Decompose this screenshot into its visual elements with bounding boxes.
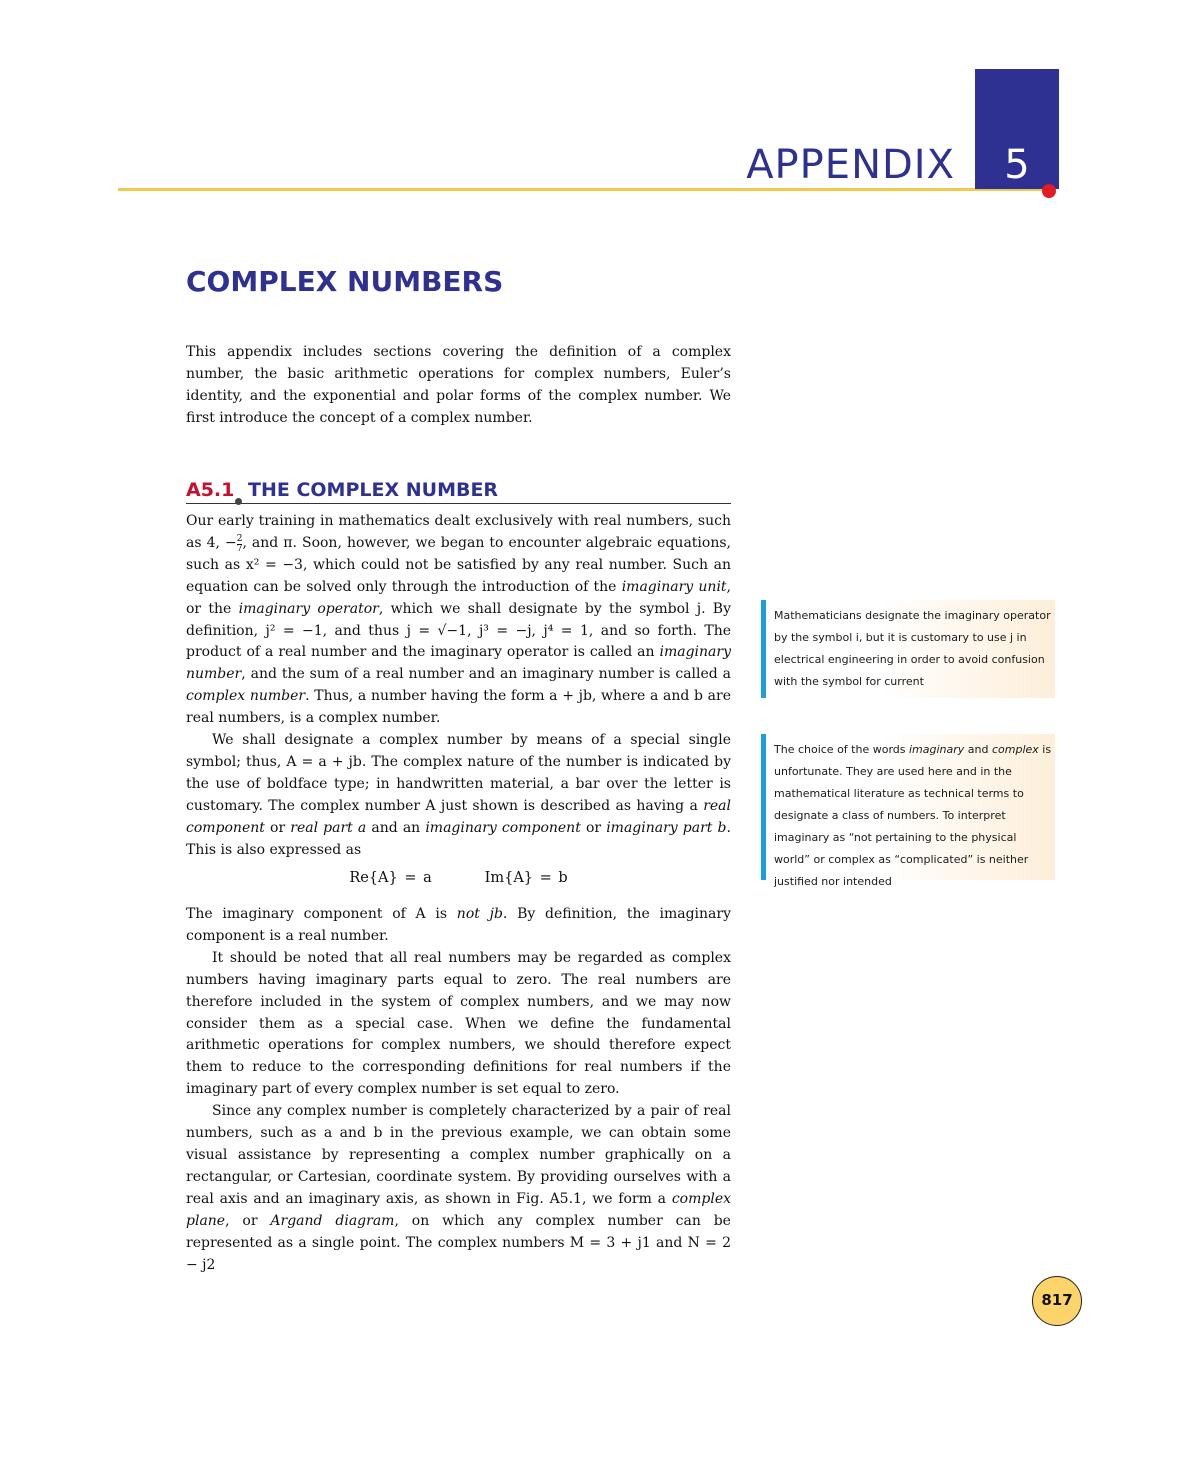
italic-term: complex number xyxy=(186,688,306,705)
note-italic-term: imaginary xyxy=(909,743,965,756)
paragraph-2 xyxy=(186,730,731,861)
chapter-title: COMPLEX NUMBERS xyxy=(186,265,504,298)
italic-term: not jb xyxy=(456,906,503,922)
note-text: and xyxy=(964,743,992,756)
paragraph-1 xyxy=(186,511,731,730)
page-number-badge: 817 xyxy=(1032,1276,1082,1326)
text-run: , and π. Soon, however, we began to encounter algebraic equations, such as x² = −3, which could not be satisfied by any real number. Such an equation can be solved only through the introduction of the xyxy=(186,534,731,595)
section-body-top xyxy=(186,511,731,862)
italic-term: real component xyxy=(186,797,731,836)
text-run: , or the xyxy=(186,578,731,617)
section-title: THE COMPLEX NUMBER xyxy=(248,479,499,501)
note-text: is unfortunate. They are used here and in the mathematical literature as technical terms to designate a class of numbers. To interpret imaginary as “not pertaining to the physical world” or complex as “complicated” is neither justified nor intended xyxy=(774,743,1052,888)
italic-term: complex plane xyxy=(186,1190,731,1229)
text-run: or xyxy=(580,819,607,836)
italic-term: imaginary number xyxy=(186,644,731,683)
text-run: Our early training in mathematics dealt exclusively with real numbers, such as 4, − xyxy=(186,513,731,551)
fraction-numerator: 2 xyxy=(236,533,243,544)
section-body-bottom xyxy=(186,904,731,1276)
text-run: , on which any complex number can be represented as a single point. The complex numbers M = 3 + j1 and N = 2 − j2 xyxy=(186,1212,731,1273)
display-equation xyxy=(186,870,731,886)
italic-term: imaginary operator xyxy=(238,600,379,617)
header-red-dot xyxy=(1042,184,1056,198)
italic-term: real part a xyxy=(290,819,367,836)
intro-paragraph xyxy=(186,342,731,430)
margin-note-imaginary-operator xyxy=(761,600,1055,698)
section-number: A5.1 xyxy=(186,479,235,501)
equation-text: Re{A} = a Im{A} = b xyxy=(349,870,568,886)
note-text: The choice of the words xyxy=(774,743,909,756)
section-heading xyxy=(186,479,731,504)
appendix-number: 5 xyxy=(1004,142,1030,188)
text-run: We shall designate a complex number by means of a special single symbol; thus, A = a + jb. The complex nature of the number is indicated by the use of boldface type; in handwritten material, a bar over the letter is customary. The complex number A just shown is described as having a xyxy=(186,732,731,814)
paragraph-5 xyxy=(186,1101,731,1276)
appendix-label: APPENDIX xyxy=(746,142,955,188)
text-run: . This is also expressed as xyxy=(186,819,731,858)
text-run: and an xyxy=(366,819,426,836)
text-run: , or xyxy=(225,1212,271,1229)
text-run: The imaginary component of A is xyxy=(186,906,457,922)
text-run: . By definition, the imaginary component is a real number. xyxy=(186,906,731,944)
italic-term: Argand diagram xyxy=(270,1212,395,1229)
text-run: or xyxy=(264,819,291,836)
note-text: Mathematicians designate the imaginary operator by the symbol i, but it is customary to use j in electrical engineering in order to avoid confusion with the symbol for current xyxy=(774,609,1051,688)
header-rule xyxy=(118,188,1050,191)
italic-term: imaginary part b xyxy=(606,819,727,836)
italic-term: imaginary component xyxy=(425,819,581,836)
text-run: Since any complex number is completely characterized by a pair of real numbers, such as a and b in the previous example, we can obtain some visual assistance by representing a complex number graphically on a rectangular, or Cartesian, coordinate system. By providing ourselves with a real axis and an imaginary axis, as shown in Fig. A5.1, we form a xyxy=(186,1103,731,1207)
margin-note-terminology xyxy=(761,734,1055,888)
paragraph-3 xyxy=(186,904,731,948)
note-italic-term: complex xyxy=(992,743,1039,756)
intro-text: This appendix includes sections covering the definition of a complex number, the basic arithmetic operations for complex numbers, Euler’s identity, and the exponential and polar forms of the complex number. We first introduce the concept of a complex number. xyxy=(186,344,731,426)
paragraph-4: It should be noted that all real numbers may be regarded as complex numbers having imaginary parts equal to zero. The real numbers are therefore included in the system of complex numbers, and we may now consider them as a special case. When we define the fundamental arithmetic operations for complex numbers, we should therefore expect them to reduce to the corresponding definitions for real numbers if the imaginary part of every complex number is set equal to zero. xyxy=(186,949,731,1098)
text-run: . Thus, a number having the form a + jb, where a and b are real numbers, is a complex number. xyxy=(186,688,732,727)
text-run: , and the sum of a real number and an imaginary number is called a xyxy=(241,666,731,683)
section-bullet xyxy=(235,498,242,505)
italic-term: imaginary unit xyxy=(621,578,727,595)
text-run: , which we shall designate by the symbol j. By definition, j² = −1, and thus j = √−1, j³ = −j, j⁴ = 1, and so forth. The product of a real number and the imaginary operator is called an xyxy=(186,600,732,661)
fraction-denominator: 7 xyxy=(236,543,243,554)
